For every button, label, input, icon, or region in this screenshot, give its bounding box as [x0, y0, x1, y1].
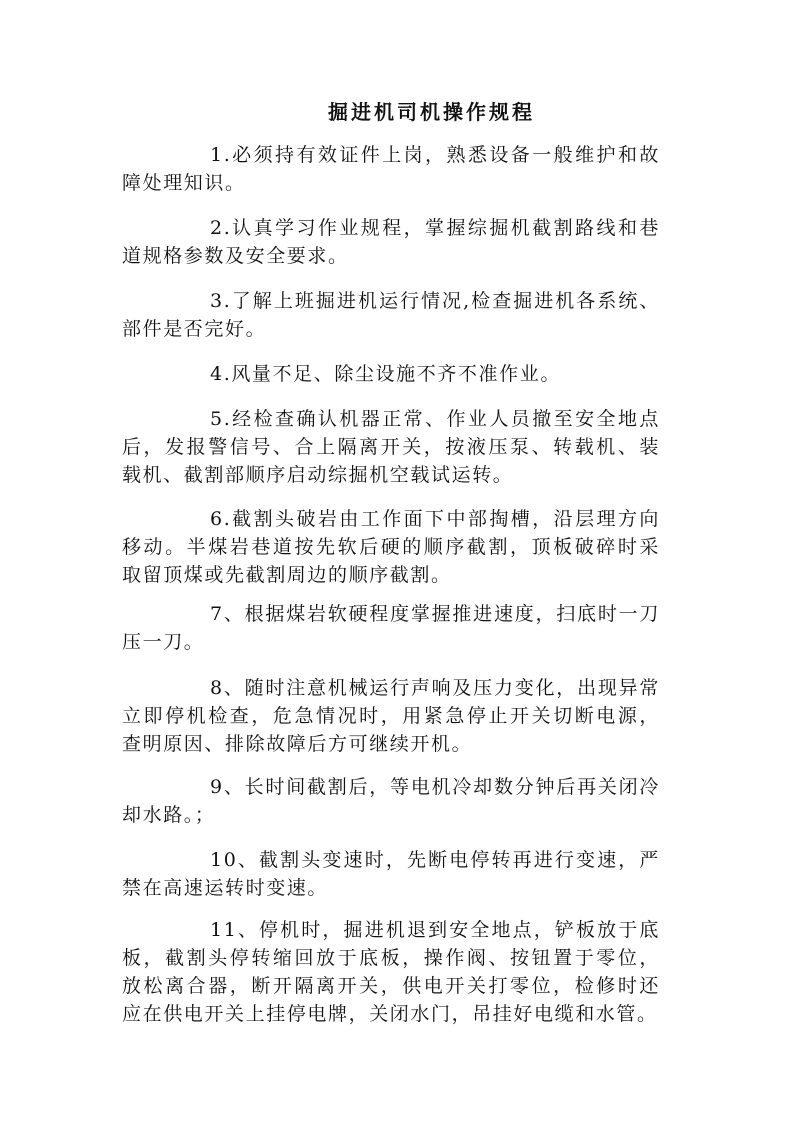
paragraph-5: [122, 405, 660, 489]
paragraph-line: 应在供电开关上挂停电牌，关闭水门，吊挂好电缆和水管。: [122, 1003, 658, 1025]
paragraph-line: 2.认真学习作业规程，掌握综掘机截割路线和巷: [210, 217, 660, 239]
paragraph-line: 10、截割头变速时，先断电停转再进行变速，严: [210, 849, 660, 871]
paragraph-line: 压一刀。: [122, 631, 205, 653]
paragraph-line: 部件是否完好。: [122, 318, 267, 340]
paragraph-line: 取留顶煤或先截割周边的顺序截割。: [122, 564, 452, 586]
paragraph-line: 道规格参数及安全要求。: [122, 245, 349, 267]
paragraph-4: [122, 360, 660, 388]
paragraph-line: 5.经检查确认机器正常、作业人员撤至安全地点: [210, 408, 660, 430]
paragraph-line: 4.风量不足、除尘设施不齐不准作业。: [210, 363, 561, 385]
document-title: 掘进机司机操作规程: [328, 100, 535, 124]
paragraph-line: 8、随时注意机械运行声响及压力变化，出现异常: [210, 677, 660, 699]
paragraph-line: 板，截割头停转缩回放于底板，操作阀、按钮置于零位，: [122, 947, 660, 969]
paragraph-11: [122, 916, 660, 1028]
paragraph-line: 障处理知识。: [122, 172, 246, 194]
paragraph-line: 9、长时间截割后，等电机冷却数分钟后再关闭冷: [210, 776, 660, 798]
paragraph-line: 放松离合器，断开隔离开关，供电开关打零位，检修时还: [122, 975, 660, 997]
paragraph-line: 后，发报警信号、合上隔离开关，按液压泵、转载机、装: [122, 436, 660, 458]
paragraph-line: 却水路。；: [122, 804, 216, 826]
paragraph-line: 3.了解上班掘进机运行情况,检查掘进机各系统、: [210, 290, 660, 312]
paragraph-line: 移动。半煤岩巷道按先软后硬的顺序截割，顶板破碎时采: [122, 536, 660, 558]
paragraph-line: 载机、截割部顺序启动综掘机空载试运转。: [122, 464, 514, 486]
paragraph-3: [122, 287, 660, 343]
paragraph-line: 立即停机检查，危急情况时，用紧急停止开关切断电源，: [122, 705, 660, 727]
paragraph-line: 7、根据煤岩软硬程度掌握推进速度，扫底时一刀: [210, 603, 660, 625]
paragraph-8: [122, 674, 660, 758]
paragraph-line: 6.截割头破岩由工作面下中部掏槽，沿层理方向: [210, 508, 660, 530]
paragraph-line: 11、停机时，掘进机退到安全地点，铲板放于底: [210, 919, 660, 941]
paragraph-line: 1.必须持有效证件上岗，熟悉设备一般维护和故: [210, 144, 660, 166]
paragraph-10: [122, 846, 660, 902]
paragraph-1: [122, 141, 660, 197]
paragraph-6: [122, 505, 660, 589]
paragraph-2: [122, 214, 660, 270]
paragraph-9: [122, 773, 660, 829]
paragraph-line: 查明原因、排除故障后方可继续开机。: [122, 733, 473, 755]
paragraph-7: [122, 600, 660, 656]
paragraph-line: 禁在高速运转时变速。: [122, 877, 329, 899]
